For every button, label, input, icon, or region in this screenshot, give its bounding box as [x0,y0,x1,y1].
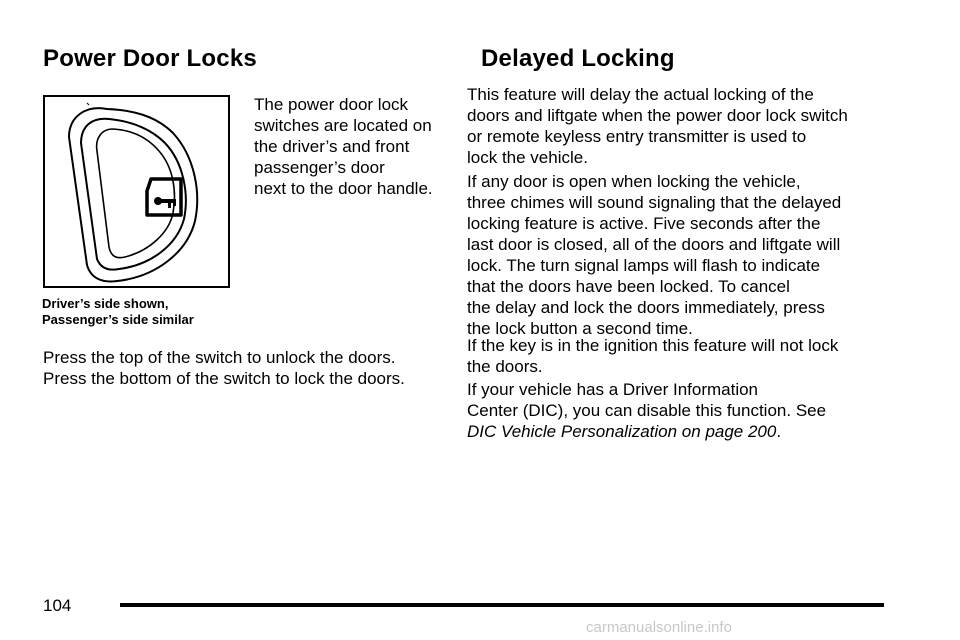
text-line: lock. The turn signal lamps will flash to indicate [467,256,821,275]
intro-line: switches are located on [254,116,432,135]
text-line: the doors. [467,357,543,376]
text-line: doors and liftgate when the power door lock switch [467,106,848,125]
text-line: the delay and lock the doors immediately, press [467,298,825,317]
text-line: If any door is open when locking the vehicle, [467,172,801,191]
instruction-line: Press the top of the switch to unlock the doors. [43,348,396,367]
text-line: This feature will delay the actual locking of the [467,85,814,104]
door-lock-switch-figure [43,95,230,288]
text-line: the lock button a second time. [467,319,693,338]
text-line: If the key is in the ignition this feature will not lock [467,336,839,355]
section-heading-delayed-locking: Delayed Locking [481,45,675,72]
delayed-locking-paragraph-2 [467,171,841,339]
instruction-line: Press the bottom of the switch to lock the doors. [43,369,405,388]
caption-line: Passenger’s side similar [42,312,194,327]
page-number: 104 [43,596,72,615]
intro-line: The power door lock [254,95,409,114]
instruction-paragraph [43,347,405,389]
intro-line: passenger’s door [254,158,385,177]
footer-rule [120,603,884,607]
reference-suffix: . [776,422,782,441]
text-line: or remote keyless entry transmitter is used to [467,127,807,146]
text-line: Center (DIC), you can disable this function. See [467,401,827,420]
intro-line: the driver’s and front [254,137,410,156]
caption-line: Driver’s side shown, [42,296,169,311]
text-line: locking feature is active. Five seconds after the [467,214,821,233]
text-line: lock the vehicle. [467,148,588,167]
intro-paragraph [254,94,433,199]
delayed-locking-paragraph-1 [467,84,848,168]
figure-caption [42,296,194,328]
text-line: last door is closed, all of the doors and liftgate will [467,235,841,254]
text-line: that the doors have been locked. To cancel [467,277,790,296]
delayed-locking-paragraph-3 [467,335,838,377]
intro-line: next to the door handle. [254,179,433,198]
page-reference-link[interactable]: DIC Vehicle Personalization on page 200 [467,422,777,441]
watermark: carmanualsonline.info [586,619,732,636]
door-lock-switch-illustration-icon [45,97,228,286]
text-line: three chimes will sound signaling that the delayed [467,193,842,212]
reference-line [467,421,826,442]
text-line: If your vehicle has a Driver Information [467,380,759,399]
delayed-locking-paragraph-4 [467,379,826,442]
section-heading-power-door-locks: Power Door Locks [43,45,257,72]
